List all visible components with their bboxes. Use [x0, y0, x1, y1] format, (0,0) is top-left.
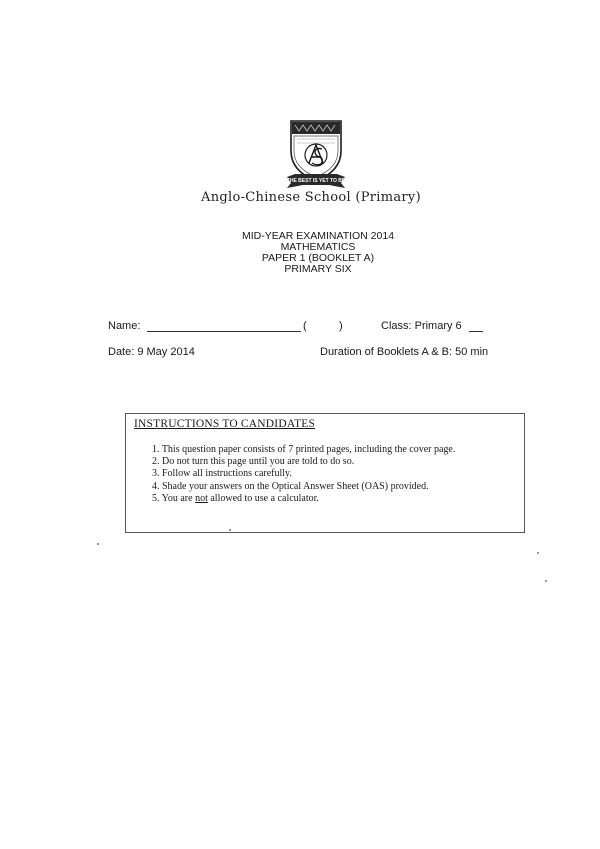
scan-speck — [97, 543, 99, 545]
instructions-heading: INSTRUCTIONS TO CANDIDATES — [134, 418, 316, 430]
scan-speck — [229, 529, 231, 531]
duration-label: Duration of Booklets A & B: 50 min — [320, 346, 489, 358]
class-blank-line[interactable] — [469, 331, 483, 332]
scan-speck — [545, 580, 547, 582]
name-blank-line[interactable] — [147, 331, 301, 332]
instruction-item: 4. Shade your answers on the Optical Answer Sheet (OAS) provided. — [152, 480, 429, 492]
class-label: Class: Primary 6 — [381, 320, 462, 332]
subject-title-line: MATHEMATICS — [280, 241, 356, 253]
index-paren-open: ( — [303, 320, 307, 332]
exam-title-block — [150, 231, 486, 275]
instructions-box — [125, 413, 525, 533]
paper-title-line: PAPER 1 (BOOKLET A) — [261, 252, 375, 264]
scan-speck — [537, 552, 539, 554]
date-label: Date: 9 May 2014 — [108, 346, 195, 358]
school-crest-logo — [285, 117, 347, 191]
school-name: Anglo-Chinese School (Primary) — [201, 190, 421, 205]
instructions-list — [152, 444, 455, 505]
motto-text: THE BEST IS YET TO BE — [286, 178, 346, 184]
instruction-item: 5. You are not allowed to use a calculator. — [152, 492, 319, 504]
name-label: Name: — [108, 320, 141, 332]
level-title-line: PRIMARY SIX — [284, 263, 352, 275]
exam-title-line: MID-YEAR EXAMINATION 2014 — [241, 230, 395, 242]
index-paren-close: ) — [339, 320, 343, 332]
instruction-item: 1. This question paper consists of 7 printed pages, including the cover page. — [152, 444, 456, 455]
instruction-item: 2. Do not turn this page until you are told to do so. — [152, 456, 355, 468]
instruction-item: 3. Follow all instructions carefully. — [152, 468, 292, 480]
